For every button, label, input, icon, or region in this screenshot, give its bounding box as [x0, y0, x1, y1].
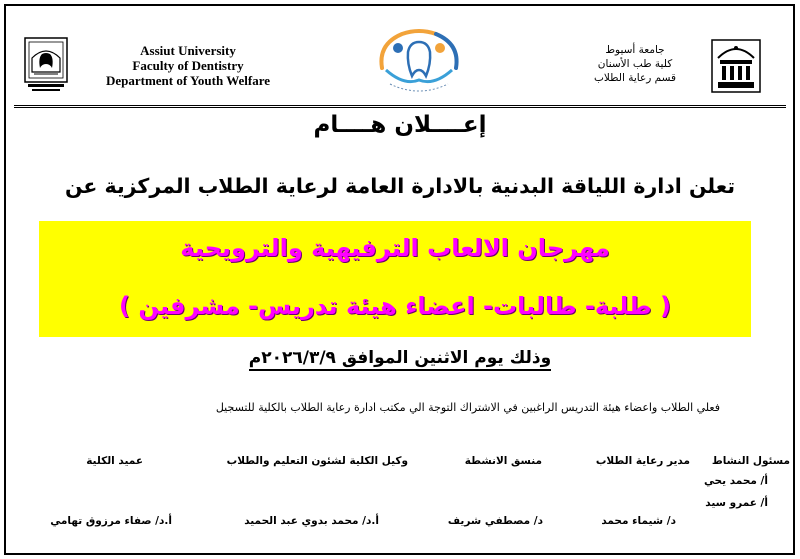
university-name-en: Assiut University [140, 43, 236, 58]
signature-title-activities-coordinator: منسق الانشطة [464, 455, 542, 467]
header-divider [14, 105, 786, 108]
faculty-name-ar: كلية طب الأسنان [597, 58, 673, 70]
english-letterhead [88, 43, 288, 88]
signature-name-dean: أ.د/ صفاء مرزوق تهامي [50, 515, 172, 527]
registration-note: فعلي الطلاب واعضاء هيئة التدريس الراغبين في الاشتراك التوجة الي مكتب ادارة رعاية الطلاب بالكلية للتسجيل [215, 401, 720, 414]
department-name-en: Department of Youth Welfare [105, 73, 271, 88]
signature-title-dean: عميد الكلية [86, 455, 143, 467]
signature-name-activity-officer-2: أ/ عمرو سيد [705, 497, 768, 509]
signature-name-welfare-director: د/ شيماء محمد [601, 515, 676, 527]
arabic-letterhead [570, 43, 700, 85]
event-date-text: وذلك يوم الاثنين الموافق ٢٠٢٦/٣/٩م [249, 348, 551, 371]
signature-title-welfare-director: مدير رعاية الطلاب [595, 455, 690, 467]
event-date [0, 348, 800, 368]
dentistry-faculty-crest-icon [22, 36, 70, 94]
tooth-people-emblem-icon [374, 24, 464, 100]
signature-name-vice-dean: أ.د/ محمد بدوي عبد الحميد [244, 515, 379, 527]
signature-name-activity-officer-1: أ/ محمد يحي [703, 475, 768, 487]
signature-title-activity-officer: مسئول النشاط [711, 455, 790, 467]
announcement-intro: تعلن ادارة اللياقة البدنية بالادارة العامة لرعاية الطلاب المركزية عن [64, 174, 736, 198]
signature-name-activities-coordinator: د/ مصطفي شريف [447, 515, 543, 527]
festival-title: مهرجان الالعاب الترفيهية والترويحية [180, 234, 610, 262]
department-name-ar: قسم رعاية الطلاب [593, 72, 677, 84]
festival-audience: ( طلبة- طالبات- اعضاء هيئة تدريس- مشرفين ) [119, 292, 671, 320]
assiut-university-crest-icon [710, 38, 762, 94]
faculty-name-en: Faculty of Dentistry [132, 58, 244, 73]
announcement-heading: إعــــلان هــــام [313, 112, 487, 138]
university-name-ar: جامعة أسيوط [605, 44, 665, 56]
signature-title-vice-dean: وكيل الكلية لشئون التعليم والطلاب [226, 455, 408, 467]
